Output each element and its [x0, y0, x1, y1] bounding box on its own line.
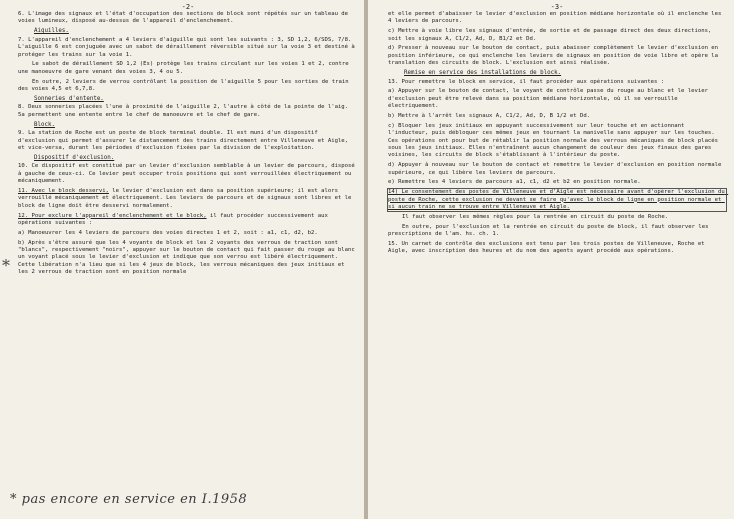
paragraph-14: 14) Le consentement des postes de Villeneuve et d'Aigle est nécessaire avant d'opérer l'exclusion du poste de Roche, cette exclusion ne devant se faire qu'avec le block de ligne en position normale et si aucun train ne se trouve entre Villeneuve et Aigle. — [388, 189, 729, 211]
paragraph-7b: Le sabot de déraillement SD 1,2 (Es) protège les trains circulant sur les voies 1 et 2, contre une manoeuvre de gare venant des voies 3, 4 ou 5. — [18, 61, 352, 75]
heading-sonneries: Sonneries d'entente. — [34, 95, 104, 102]
handwritten-note: * pas encore en service en I.1958 — [10, 492, 248, 507]
heading-block: Block. — [34, 121, 55, 128]
paragraph-14c: En outre, pour l'exclusion et la rentrée en circuit du poste de block, il faut observer les prescriptions de l'am. hs. ch. 1. — [388, 223, 712, 238]
paragraph-r1: et elle permet d'abaisser le levier d'exclusion en position médiane horizontale où il enclenche les 4 leviers de parcours. — [388, 11, 725, 25]
paragraph-7: 7. L'appareil d'enclenchement a 4 leviers d'aiguille qui sont les suivants : 3, SD 1,2, 6/SDS, 7/8. L'aiguille 6 est conjuguée avec un sabot de déraillement réversible situé sur la voie 3 et destiné à protéger les trains sur la voie 1. — [18, 36, 359, 58]
paragraph-11-body: le levier d'exclusion est dans sa position supérieure; il est alors verrouillé mécaniquement et électriquement. Les leviers de parcours et de signaux sont libres et le block de ligne doit être desservi normalement. — [18, 188, 355, 209]
paragraph-12a: a) Manoeuvrer les 4 leviers de parcours des voies directes 1 et 2, soit : a1, c1, d2, b2. — [18, 229, 318, 236]
left-page — [0, 0, 364, 519]
paragraph-10: 10. Ce dispositif est constitué par un levier d'exclusion semblable à un levier de parcours, disposé à gauche de ceux-ci. Ce levier peut occuper trois positions qui sont verrouillées électriquement ou mécaniquement. — [18, 163, 359, 185]
page-number-left: -2- — [181, 3, 195, 11]
star-mark: * — [2, 256, 10, 275]
paragraph-13c: c) Bloquer les jeux initiaux en appuyant successivement sur leur touche et en actionnant l'inducteur, puis débloquer ces mêmes jeux en tournant la manivelle sans appuyer sur les touches. Ces opérations ont pour but de rétablir la position normale des verrous mécaniques de block placés sous les jeux initiaux. Elles n'entraînent aucun changement de couleur des jeux finaux des gares voisines, les circuits de block s'établissant à l'intérieur du poste. — [388, 122, 722, 159]
paragraph-7c: En outre, 2 leviers de verrou contrôlant la position de l'aiguille 5 pour les sorties de train des voies 4,5 et 6,7,8. — [18, 78, 352, 93]
paragraph-r-d: d) Presser à nouveau sur le bouton de contact, puis abaisser complètement le levier d'exclusion en position inférieure, ce qui enclenche les leviers de signaux en position de voie libre et opère la translation des circuits de block. L'exclusion est ainsi réalisée. — [388, 45, 722, 67]
right-page — [368, 0, 734, 519]
paragraph-11-lead: 11. Avec le block desservi, — [18, 188, 109, 195]
paragraph-13b: b) Mettre à l'arrêt les signaux A, C1/2, Ad, D, B 1/2 et Dd. — [388, 113, 591, 120]
heading-aiguilles: Aiguilles. — [34, 28, 69, 35]
paragraph-13: 13. Pour remettre le block en service, il faut procéder aux opérations suivantes : — [388, 78, 665, 85]
paragraph-13d: d) Appuyer à nouveau sur le bouton de contact et remettre le levier d'exclusion en position normale supérieure, ce qui libère les leviers de parcours. — [388, 162, 725, 176]
paragraph-12-lead: 12. Pour exclure l'appareil d'enclenchement et le block, — [18, 212, 207, 219]
paragraph-12 — [18, 213, 358, 228]
paragraph-8: 8. Deux sonneries placées l'une à proximité de l'aiguille 2, l'autre à côté de la pointe de l'aig. 5a permettent une entente entre le chef de manoeuvre et le chef de gare. — [18, 104, 352, 118]
paragraph-12-body: il faut procéder successivement aux opérations suivantes : — [18, 212, 332, 227]
paragraph-r-c: c) Mettre à voie libre les signaux d'entrée, de sortie et de passage direct des deux directions, soit les signaux A, C1/2, Ad, D, B1/2 et Dd. — [388, 28, 715, 42]
page-number-right: -3- — [550, 3, 564, 11]
heading-remise: Remise en service des installations de block. — [404, 70, 562, 77]
paragraph-15: 15. Un carnet de contrôle des exclusions est tenu par les trois postes de Villeneuve, Roche et Aigle, avec inscription des heures et du nom des agents ayant procédé aux opérations. — [388, 240, 708, 255]
paragraph-11 — [18, 188, 358, 210]
paragraph-12b: b) Après s'être assuré que les 4 voyants de block et les 2 voyants des verrous de traction sont "blancs", respectivement "noirs", appuyer sur le bouton de contact qui fait passer du rouge au blanc un voyant placé sous le levier d'exclusion et indique que son verrou est libéré électriquement. Cette libération n'a lieu que si les 4 jeux de block, les verrous mécaniques des jeux initiaux et les 2 verrous de traction sont en position normale — [18, 239, 359, 276]
paragraph-14b: Il faut observer les mêmes règles pour la rentrée en circuit du poste de Roche. — [402, 213, 669, 220]
heading-dispositif: Dispositif d'exclusion. — [34, 154, 115, 161]
paragraph-13e: e) Remettre les 4 leviers de parcours a1, c1, d2 et b2 en position normale. — [388, 179, 641, 186]
paragraph-13a: a) Appuyer sur le bouton de contact, le voyant de contrôle passe du rouge au blanc et le levier d'exclusion peut être relevé dans sa position médiane horizontale, où il se verrouille électriquement. — [388, 88, 712, 110]
paragraph-6: 6. L'image des signaux et l'état d'occupation des sections de block sont répétés sur un tableau de voies lumineux, disposé au-dessus de l'appareil d'enclenchement. — [18, 11, 352, 25]
paragraph-9: 9. La station de Roche est un poste de block terminal double. Il est muni d'un dispositif d'exclusion qui permet d'assurer le distancement des trains directement entre Villeneuve et Aigle, et vice-versa, durant les périodes d'exclusion fixées par la division de l'exploitation. — [18, 130, 352, 152]
